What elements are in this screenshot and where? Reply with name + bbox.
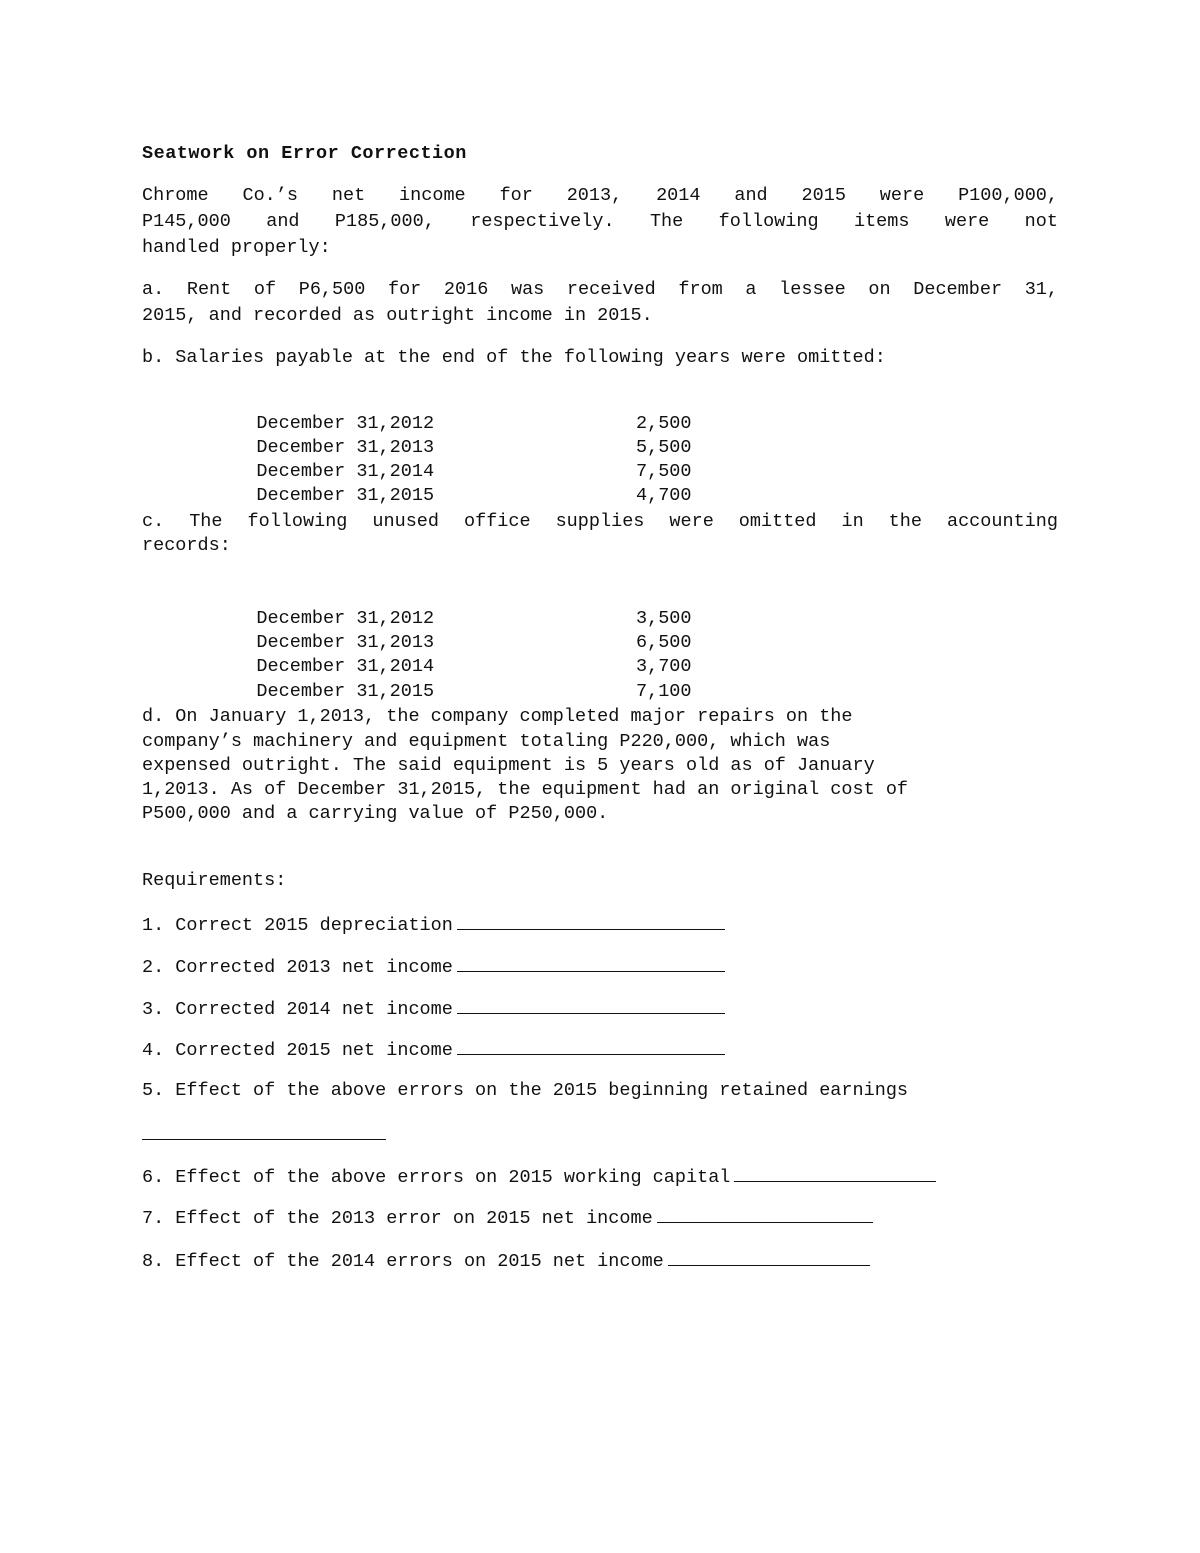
answer-blank-6[interactable] xyxy=(734,1163,936,1182)
supplies-row-amount: 3,700 xyxy=(636,656,692,677)
item-d-line-3: expensed outright. The said equipment is 5 years old as of January xyxy=(142,755,875,776)
item-c-line-1: c. The following unused office supplies were omitted in the accounting xyxy=(142,511,1058,532)
requirement-4-text: 4. Corrected 2015 net income xyxy=(142,1040,453,1061)
requirement-1-text: 1. Correct 2015 depreciation xyxy=(142,915,453,936)
answer-blank-7[interactable] xyxy=(657,1204,873,1223)
answer-blank-5[interactable] xyxy=(142,1121,386,1140)
requirement-8 xyxy=(142,1247,870,1274)
intro-line-3: handled properly: xyxy=(142,237,331,258)
requirement-6-text: 6. Effect of the above errors on 2015 working capital xyxy=(142,1167,731,1188)
requirement-5-answer xyxy=(142,1121,386,1148)
supplies-row-amount: 7,100 xyxy=(636,681,692,702)
salaries-row-amount: 2,500 xyxy=(636,413,692,434)
item-b-text: b. Salaries payable at the end of the following years were omitted: xyxy=(142,347,886,368)
requirement-4 xyxy=(142,1036,725,1063)
requirement-3-text: 3. Corrected 2014 net income xyxy=(142,999,453,1020)
salaries-row-date: December 31,2013 xyxy=(256,437,435,458)
item-a-line-1: a. Rent of P6,500 for 2016 was received from a lessee on December 31, xyxy=(142,279,1058,300)
requirements-heading: Requirements: xyxy=(142,870,287,891)
intro-line-1: Chrome Co.’s net income for 2013, 2014 and 2015 were P100,000, xyxy=(142,185,1058,206)
item-d-line-4: 1,2013. As of December 31,2015, the equipment had an original cost of xyxy=(142,779,909,800)
answer-blank-1[interactable] xyxy=(457,911,725,930)
requirement-6 xyxy=(142,1163,936,1190)
salaries-row-date: December 31,2014 xyxy=(256,461,435,482)
intro-line-2: P145,000 and P185,000, respectively. The following items were not xyxy=(142,211,1058,232)
supplies-row-date: December 31,2014 xyxy=(256,656,435,677)
requirement-7 xyxy=(142,1204,873,1231)
item-d-line-2: company’s machinery and equipment totaling P220,000, which was xyxy=(142,731,831,752)
requirement-3 xyxy=(142,995,725,1022)
requirement-8-text: 8. Effect of the 2014 errors on 2015 net income xyxy=(142,1251,664,1272)
salaries-row-date: December 31,2012 xyxy=(256,413,435,434)
supplies-row-date: December 31,2012 xyxy=(256,608,435,629)
salaries-row-amount: 7,500 xyxy=(636,461,692,482)
answer-blank-3[interactable] xyxy=(457,995,725,1014)
item-d-line-5: P500,000 and a carrying value of P250,000. xyxy=(142,803,609,824)
salaries-row-amount: 4,700 xyxy=(636,485,692,506)
requirement-2 xyxy=(142,953,725,980)
salaries-row-date: December 31,2015 xyxy=(256,485,435,506)
supplies-row-date: December 31,2013 xyxy=(256,632,435,653)
requirement-1 xyxy=(142,911,725,938)
answer-blank-4[interactable] xyxy=(457,1036,725,1055)
salaries-row-amount: 5,500 xyxy=(636,437,692,458)
document-title: Seatwork on Error Correction xyxy=(142,143,467,164)
supplies-row-amount: 3,500 xyxy=(636,608,692,629)
requirement-5: 5. Effect of the above errors on the 2015 beginning retained earnings xyxy=(142,1080,909,1101)
item-a-line-2: 2015, and recorded as outright income in 2015. xyxy=(142,305,653,326)
item-d-line-1: d. On January 1,2013, the company completed major repairs on the xyxy=(142,706,853,727)
answer-blank-2[interactable] xyxy=(457,953,725,972)
item-c-line-2: records: xyxy=(142,535,231,556)
supplies-row-date: December 31,2015 xyxy=(256,681,435,702)
supplies-row-amount: 6,500 xyxy=(636,632,692,653)
requirement-7-text: 7. Effect of the 2013 error on 2015 net income xyxy=(142,1208,653,1229)
answer-blank-8[interactable] xyxy=(668,1247,870,1266)
requirement-2-text: 2. Corrected 2013 net income xyxy=(142,957,453,978)
